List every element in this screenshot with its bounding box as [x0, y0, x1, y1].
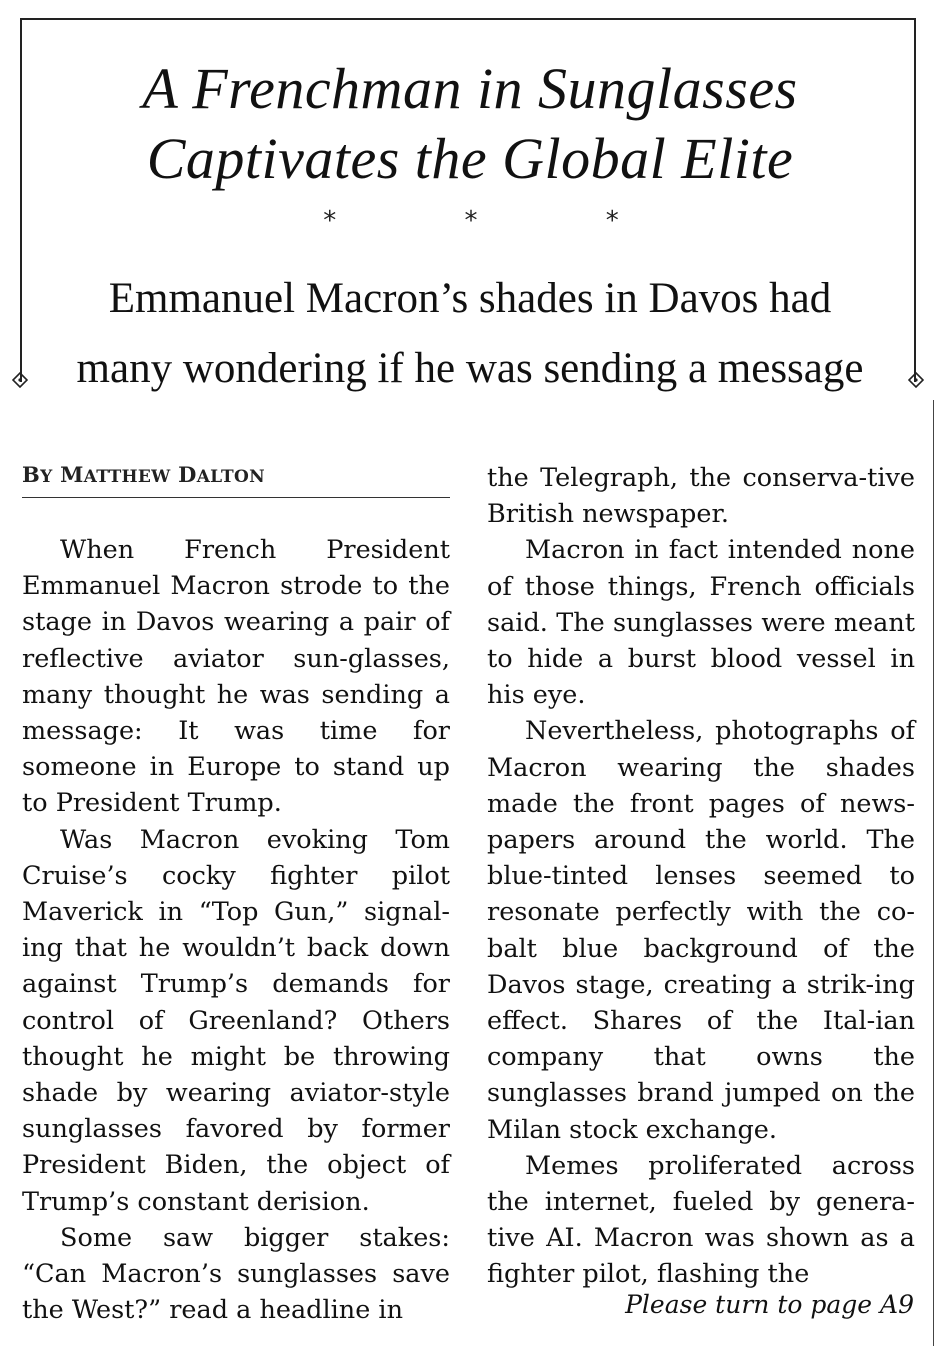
byline-prefix-rest: Y — [40, 467, 53, 487]
byline-prefix-initial: B — [22, 462, 41, 487]
byline-first-initial: M — [60, 462, 84, 487]
paragraph: Was Macron evoking Tom Cruise’s cocky fighter pilot Maverick in “Top Gun,” signal-ing that he wouldn’t back down against Trump’s demands for control of Greenland? Others thought he might be throwing shade by wearing aviator-style sunglasses favored by former President Biden, the object of Trump’s constant derision. — [22, 824, 450, 1217]
paragraph: the Telegraph, the conserva-tive British newspaper. — [487, 463, 915, 530]
paragraph: Memes proliferated across the internet, fueled by genera-tive AI. Macron was shown as a fighter pilot, flashing the — [487, 1150, 915, 1290]
byline-last-initial: D — [178, 462, 197, 487]
frame-left-rule — [20, 20, 22, 382]
byline — [22, 462, 450, 498]
article-column-2 — [487, 460, 915, 1293]
diamond-ornament-icon — [12, 372, 28, 388]
subheadline-line-1: Emmanuel Macron’s shades in Davos had — [108, 275, 832, 322]
frame-right-rule — [914, 20, 916, 382]
byline-last-rest: ALTON — [196, 467, 265, 487]
article-column-1 — [22, 532, 450, 1328]
diamond-ornament-icon — [908, 372, 924, 388]
paragraph: Macron in fact intended none of those things, French officials said. The sunglasses were meant to hide a burst blood vessel in his eye. — [487, 535, 915, 711]
paragraph: When French President Emmanuel Macron strode to the stage in Davos wearing a pair of reflective aviator sun-glasses, many thought he was sending a message: It was time for someone in Europe to stand up to President Trump. — [22, 535, 450, 819]
paragraph: Nevertheless, photographs of Macron wearing the shades made the front pages of news-papers around the world. The blue-tinted lenses seemed to resonate perfectly with the co-balt blue background of the Davos stage, creating a strik-ing effect. Shares of the Ital-ian company that owns the sunglasses brand jumped on the Milan stock exchange. — [487, 716, 915, 1145]
asterisk-separator: * * * — [323, 206, 679, 236]
subheadline-line-2: many wondering if he was sending a message — [76, 345, 864, 392]
headline-line-1: A Frenchman in Sunglasses — [142, 56, 798, 121]
paragraph: Some saw bigger stakes: “Can Macron’s sunglasses save the West?” read a headline in — [22, 1222, 450, 1326]
subheadline — [40, 264, 900, 404]
byline-first-rest: ATTHEW — [83, 467, 171, 487]
page-edge-rule — [933, 400, 934, 1346]
headline-line-2: Captivates the Global Elite — [146, 126, 794, 191]
continuation-link[interactable]: Please turn to page A9 — [625, 1290, 914, 1319]
headline — [40, 54, 900, 194]
